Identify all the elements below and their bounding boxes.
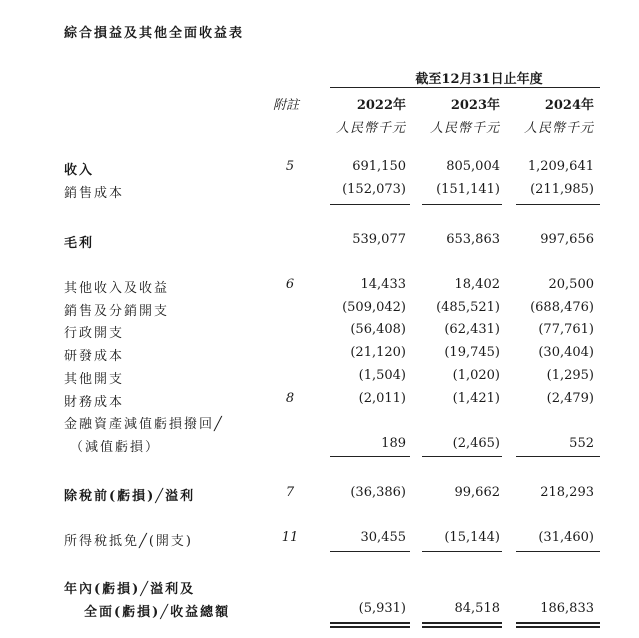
year-2022: 2022年 xyxy=(356,98,406,113)
row-value: 539,077 xyxy=(352,232,406,247)
row-value: (62,431) xyxy=(444,322,500,337)
row-label-admin-expenses: 行政開支 xyxy=(64,326,125,341)
row-value: (485,521) xyxy=(436,300,500,315)
row-value: 552 xyxy=(569,436,594,451)
row-value: 189 xyxy=(381,436,406,451)
row-value: 30,455 xyxy=(360,530,406,545)
row-value: (56,408) xyxy=(350,322,406,337)
row-label-cost-of-sales: 銷售成本 xyxy=(64,186,125,201)
row-label-revenue: 收入 xyxy=(64,163,95,178)
row-label-selling-expenses: 銷售及分銷開支 xyxy=(64,304,170,319)
row-value: (5,931) xyxy=(358,601,406,616)
row-value: 186,833 xyxy=(540,601,594,616)
period-underline xyxy=(330,87,600,88)
row-label-profit-before-tax: 除稅前(虧損)╱溢利 xyxy=(64,489,196,504)
row-note-revenue: 5 xyxy=(285,159,295,174)
row-label-other-expenses: 其他開支 xyxy=(64,372,125,387)
row-value: 14,433 xyxy=(360,277,406,292)
row-value: (15,144) xyxy=(444,530,500,545)
row-value: (21,120) xyxy=(350,345,406,360)
subtotal-rule xyxy=(516,456,600,457)
row-value: (1,504) xyxy=(358,368,406,383)
row-value: (2,465) xyxy=(452,436,500,451)
total-double-rule xyxy=(516,622,600,628)
row-label-rd-costs: 研發成本 xyxy=(64,349,125,364)
row-value: (152,073) xyxy=(342,182,406,197)
year-2024: 2024年 xyxy=(544,98,594,113)
subtotal-rule xyxy=(516,204,600,205)
row-value: 653,863 xyxy=(446,232,500,247)
year-2023: 2023年 xyxy=(450,98,500,113)
row-value: (30,404) xyxy=(538,345,594,360)
row-value: (1,295) xyxy=(546,368,594,383)
row-value: 805,004 xyxy=(446,159,500,174)
row-value: (688,476) xyxy=(530,300,594,315)
row-value: 84,518 xyxy=(454,601,500,616)
total-double-rule xyxy=(330,622,410,628)
row-value: 99,662 xyxy=(454,485,500,500)
note-header: 附註 xyxy=(272,98,299,113)
row-value: 997,656 xyxy=(540,232,594,247)
row-value: 1,209,641 xyxy=(527,159,594,174)
row-value: (2,479) xyxy=(546,391,594,406)
subtotal-rule xyxy=(516,551,600,552)
row-value: (211,985) xyxy=(530,182,594,197)
row-label-other-income: 其他收入及收益 xyxy=(64,281,170,296)
subtotal-rule xyxy=(422,204,502,205)
statement-title: 綜合損益及其他全面收益表 xyxy=(64,26,245,41)
row-value: (151,141) xyxy=(436,182,500,197)
row-value: (36,386) xyxy=(350,485,406,500)
row-value: (19,745) xyxy=(444,345,500,360)
row-value: 20,500 xyxy=(548,277,594,292)
subtotal-rule xyxy=(422,456,502,457)
subtotal-rule xyxy=(330,551,410,552)
total-double-rule xyxy=(422,622,502,628)
row-label-gross-profit: 毛利 xyxy=(64,236,95,251)
unit-2022: 人民幣千元 xyxy=(335,121,406,136)
subtotal-rule xyxy=(330,204,410,205)
row-value: (77,761) xyxy=(538,322,594,337)
row-label-income-tax: 所得稅抵免╱(開支) xyxy=(64,534,193,549)
row-label-finance-costs: 財務成本 xyxy=(64,395,125,410)
row-note-finance-costs: 8 xyxy=(285,391,295,406)
period-header: 截至12月31日止年度 xyxy=(415,72,543,87)
unit-2024: 人民幣千元 xyxy=(523,121,594,136)
row-value: 18,402 xyxy=(454,277,500,292)
row-value: (31,460) xyxy=(538,530,594,545)
row-value: 218,293 xyxy=(540,485,594,500)
subtotal-rule xyxy=(422,551,502,552)
row-label-total-comprehensive-line2: 全面(虧損)╱收益總額 xyxy=(84,605,231,620)
row-value: 691,150 xyxy=(352,159,406,174)
row-value: (2,011) xyxy=(358,391,406,406)
row-note-other-income: 6 xyxy=(285,277,295,292)
subtotal-rule xyxy=(330,456,410,457)
row-label-impairment: 金融資產減值虧損撥回╱ xyxy=(64,417,224,432)
row-value: (1,020) xyxy=(452,368,500,383)
row-label-total-comprehensive: 年內(虧損)╱溢利及 xyxy=(64,582,196,597)
row-note-profit-before-tax: 7 xyxy=(285,485,295,500)
row-value: (509,042) xyxy=(342,300,406,315)
row-note-income-tax: 11 xyxy=(281,530,299,545)
unit-2023: 人民幣千元 xyxy=(429,121,500,136)
row-label-impairment-line2: （減值虧損） xyxy=(70,440,161,455)
row-value: (1,421) xyxy=(452,391,500,406)
